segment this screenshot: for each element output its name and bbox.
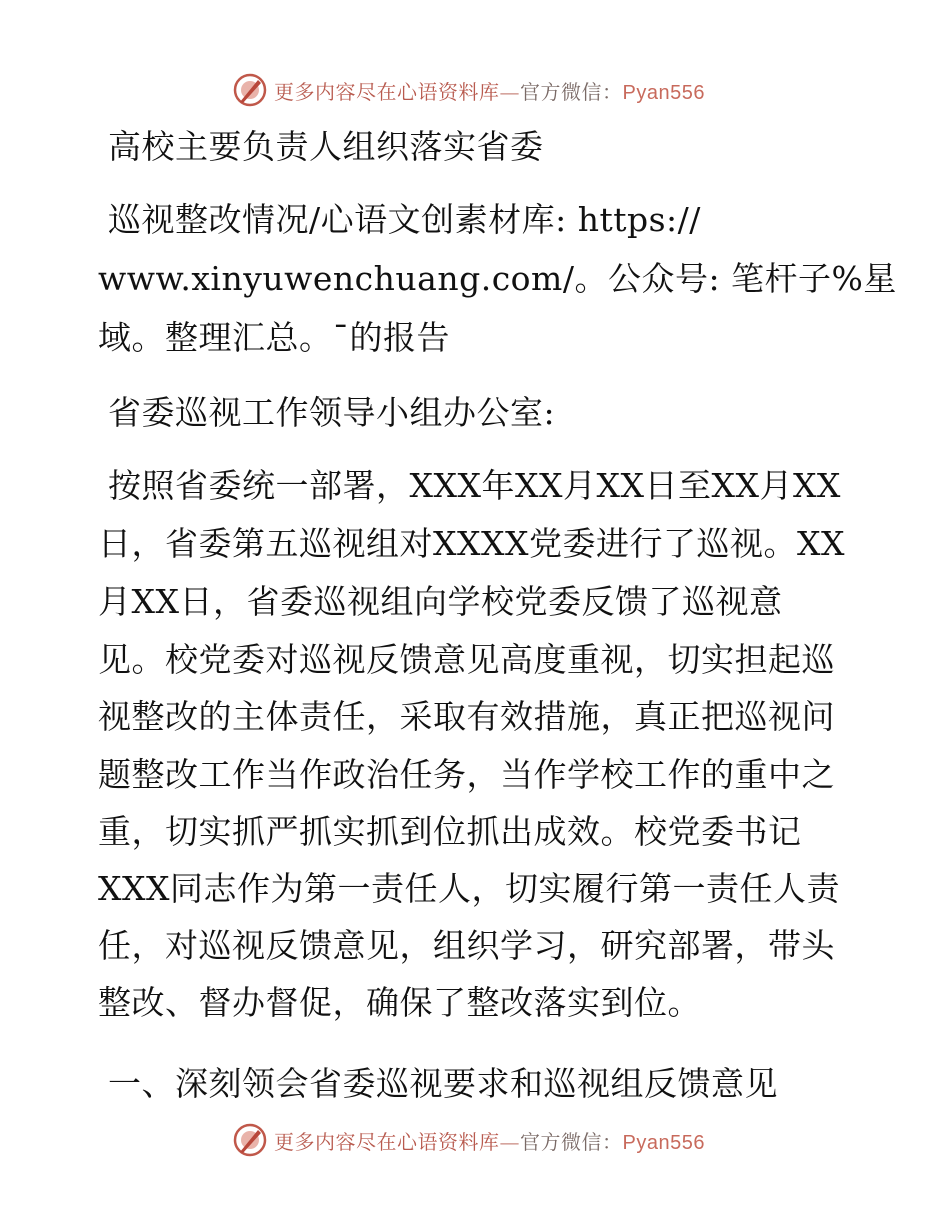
body-line: 重，切实抓严抓实抓到位抓出成效。校党委书记 bbox=[98, 812, 802, 851]
body-line: 见。校党委对巡视反馈意见高度重视，切实担起巡 bbox=[98, 640, 835, 679]
header-banner bbox=[232, 70, 705, 110]
doc-title-line-3: www.xinyuwenchuang.com/。公众号: 笔杆子%星 bbox=[98, 259, 897, 298]
banner-text: 更多内容尽在心语资料库—官方微信：Pyan556 bbox=[274, 1129, 705, 1154]
recipient: 省委巡视工作领导小组办公室: bbox=[108, 393, 556, 432]
doc-title-line-4: 域。整理汇总。¯的报告 bbox=[98, 318, 450, 357]
body-line: 按照省委统一部署，XXX年XX月XX日至XX月XX bbox=[108, 466, 841, 505]
body-line: 日，省委第五巡视组对XXXX党委进行了巡视。XX bbox=[98, 524, 845, 563]
body-line: 任，对巡视反馈意见，组织学习，研究部署，带头 bbox=[98, 926, 835, 965]
quill-logo-icon bbox=[232, 1122, 268, 1158]
body-line: XXX同志作为第一责任人，切实履行第一责任人责 bbox=[98, 869, 840, 908]
body-line: 整改、督办督促，确保了整改落实到位。 bbox=[98, 983, 701, 1022]
section-heading: 一、深刻领会省委巡视要求和巡视组反馈意见 bbox=[108, 1064, 778, 1103]
body-line: 月XX日，省委巡视组向学校党委反馈了巡视意 bbox=[98, 582, 783, 621]
footer-banner bbox=[232, 1120, 705, 1160]
quill-logo-icon bbox=[232, 72, 268, 108]
body-line: 视整改的主体责任，采取有效措施，真正把巡视问 bbox=[98, 697, 835, 736]
banner-text: 更多内容尽在心语资料库—官方微信：Pyan556 bbox=[274, 79, 705, 104]
doc-title-line-1: 高校主要负责人组织落实省委 bbox=[108, 127, 544, 166]
doc-title-line-2: 巡视整改情况/心语文创素材库: https:// bbox=[108, 200, 701, 239]
body-line: 题整改工作当作政治任务，当作学校工作的重中之 bbox=[98, 755, 835, 794]
